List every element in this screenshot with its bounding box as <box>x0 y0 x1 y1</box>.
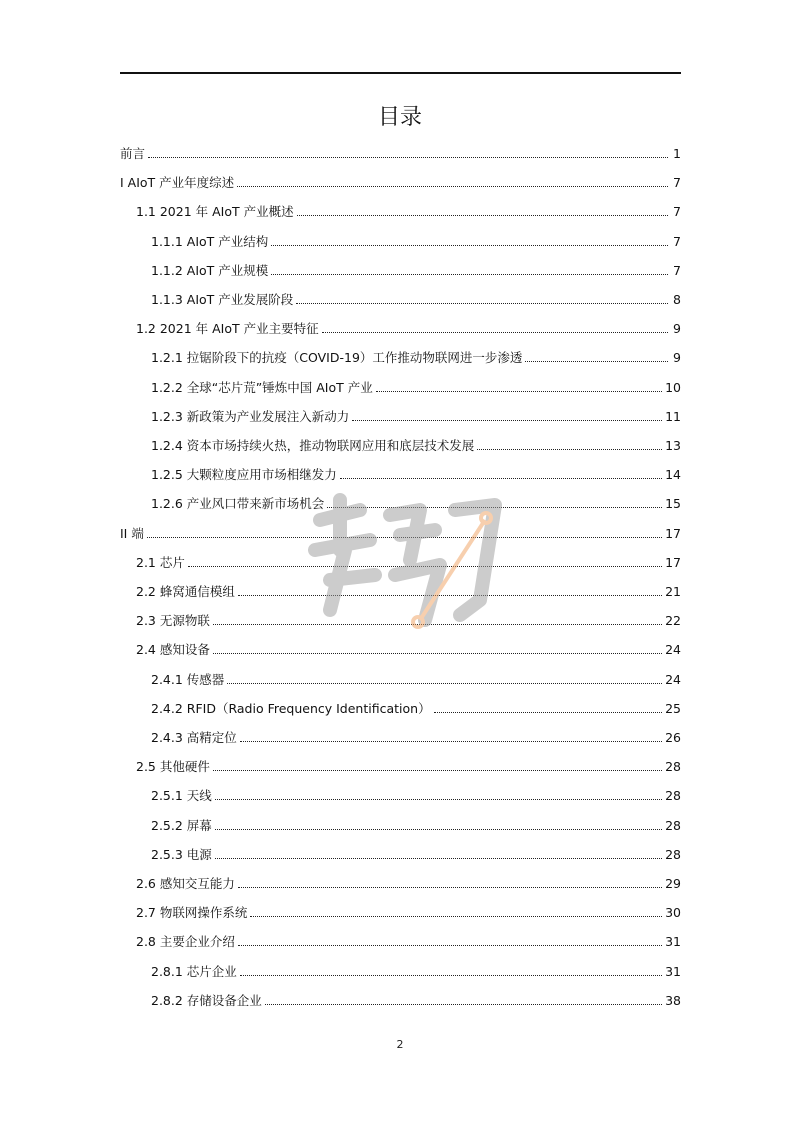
toc-leader-dots <box>376 390 662 392</box>
toc-entry[interactable] <box>136 870 681 892</box>
toc-entry[interactable] <box>151 782 681 804</box>
toc-leader-dots <box>477 448 662 450</box>
toc-entry[interactable] <box>136 198 681 220</box>
toc-leader-dots <box>215 857 662 859</box>
toc-entry[interactable] <box>151 228 681 250</box>
toc-leader-dots <box>271 273 668 275</box>
watermark-logo <box>300 490 510 640</box>
toc-leader-dots <box>340 477 662 479</box>
toc-entry[interactable] <box>151 344 681 366</box>
toc-entry-label: 2.8 主要企业介绍 <box>136 934 235 950</box>
toc-entry-label: 2.4.3 高精定位 <box>151 730 237 745</box>
toc-entry-page: 25 <box>665 700 681 716</box>
toc-entry-page: 10 <box>665 379 681 395</box>
toc-entry-page: 28 <box>665 846 681 862</box>
toc-entry-label: 2.7 物联网操作系统 <box>136 905 248 921</box>
toc-entry[interactable] <box>151 695 681 717</box>
toc-leader-dots <box>240 974 662 976</box>
top-rule <box>120 72 681 74</box>
toc-leader-dots <box>434 711 663 713</box>
toc-entry-label: 2.5.3 电源 <box>151 846 212 862</box>
page-number: 2 <box>396 1038 404 1051</box>
toc-entry[interactable] <box>151 724 681 746</box>
toc-entry-label: 2.8.2 存储设备企业 <box>151 992 262 1008</box>
toc-leader-dots <box>213 769 662 771</box>
toc-leader-dots <box>238 886 662 888</box>
toc-entry-label: 2.5.2 屏幕 <box>151 817 212 833</box>
toc-entry-page: 17 <box>665 525 681 541</box>
toc-entry-label: 2.4.2 RFID（Radio Frequency Identification） <box>151 700 431 716</box>
toc-entry[interactable] <box>151 403 681 425</box>
toc-entry-page: 26 <box>665 730 681 745</box>
toc-leader-dots <box>250 915 662 917</box>
toc-entry-page: 17 <box>665 554 681 570</box>
toc-entry-label: II 端 <box>120 525 144 541</box>
toc-entry-page: 7 <box>673 175 681 191</box>
toc-entry-page: 8 <box>673 292 681 307</box>
toc-entry-page: 9 <box>673 321 681 337</box>
toc-entry-label: 1.2.6 产业风口带来新市场机会 <box>151 496 325 512</box>
toc-leader-dots <box>240 740 662 742</box>
toc-entry-label: 1.2.3 新政策为产业发展注入新动力 <box>151 408 350 424</box>
toc-entry-page: 1 <box>673 146 681 161</box>
toc-entry-label: 1.2 2021 年 AIoT 产业主要特征 <box>136 321 319 337</box>
toc-entry-page: 28 <box>665 759 681 775</box>
toc-entry-label: I AIoT 产业年度综述 <box>120 175 235 191</box>
toc-entry-page: 31 <box>665 963 681 979</box>
toc-entry[interactable] <box>120 169 681 191</box>
page-title: 目录 <box>377 105 422 130</box>
toc-entry[interactable] <box>136 315 681 337</box>
toc-entry-label: 1.2.4 资本市场持续火热，推动物联网应用和底层技术发展 <box>151 438 475 453</box>
toc-entry-page: 24 <box>665 671 681 687</box>
toc-entry[interactable] <box>151 666 681 688</box>
toc-entry-label: 2.4.1 传感器 <box>151 671 225 687</box>
toc-entry-page: 9 <box>673 350 681 366</box>
toc-entry-page: 14 <box>665 467 681 483</box>
toc-entry[interactable] <box>136 753 681 775</box>
toc-entry-label: 前言 <box>120 146 146 161</box>
toc-leader-dots <box>296 302 668 304</box>
toc-entry[interactable] <box>136 928 681 950</box>
toc-entry[interactable] <box>151 841 681 863</box>
toc-entry-label: 2.1 芯片 <box>136 554 185 570</box>
toc-entry-label: 1.2.5 大颗粒度应用市场相继发力 <box>151 467 337 483</box>
toc-leader-dots <box>215 798 662 800</box>
toc-entry-label: 2.8.1 芯片企业 <box>151 963 237 979</box>
toc-entry-label: 1.2.2 全球“芯片荒”锤炼中国 AIoT 产业 <box>151 379 373 395</box>
toc-leader-dots <box>297 214 668 216</box>
toc-entry-page: 13 <box>665 438 681 453</box>
toc-entry-label: 1.1.3 AIoT 产业发展阶段 <box>151 292 294 307</box>
toc-leader-dots <box>271 244 668 246</box>
toc-entry-page: 22 <box>665 613 681 629</box>
toc-entry[interactable] <box>151 374 681 396</box>
toc-leader-dots <box>322 331 668 333</box>
toc-entry[interactable] <box>136 899 681 921</box>
toc-leader-dots <box>213 652 662 654</box>
toc-leader-dots <box>352 419 662 421</box>
toc-entry-page: 30 <box>665 905 681 921</box>
toc-leader-dots <box>237 185 668 187</box>
toc-entry-page: 28 <box>665 788 681 804</box>
toc-entry[interactable] <box>151 812 681 834</box>
toc-entry-page: 7 <box>673 262 681 278</box>
toc-entry-label: 2.5 其他硬件 <box>136 759 210 775</box>
toc-entry[interactable] <box>151 461 681 483</box>
toc-entry-page: 24 <box>665 642 681 658</box>
toc-entry-page: 7 <box>673 204 681 220</box>
toc-entry-page: 7 <box>673 233 681 249</box>
toc-entry-page: 28 <box>665 817 681 833</box>
toc-entry[interactable] <box>151 987 681 1009</box>
toc-entry-page: 15 <box>665 496 681 512</box>
toc-entry[interactable] <box>120 140 681 162</box>
toc-entry-label: 2.3 无源物联 <box>136 613 210 629</box>
toc-leader-dots <box>148 156 668 158</box>
toc-leader-dots <box>525 360 668 362</box>
toc-entry-page: 21 <box>665 584 681 599</box>
toc-entry[interactable] <box>151 286 681 308</box>
toc-entry-label: 1.2.1 拉锯阶段下的抗疫（COVID-19）工作推动物联网进一步渗透 <box>151 350 523 366</box>
toc-entry[interactable] <box>151 432 681 454</box>
toc-entry-label: 2.5.1 天线 <box>151 788 212 804</box>
toc-entry[interactable] <box>151 257 681 279</box>
toc-entry-page: 38 <box>665 992 681 1008</box>
toc-leader-dots <box>215 828 662 830</box>
toc-leader-dots <box>227 682 662 684</box>
toc-entry-label: 1.1.2 AIoT 产业规模 <box>151 262 269 278</box>
toc-entry-label: 1.1 2021 年 AIoT 产业概述 <box>136 204 294 220</box>
toc-entry-page: 29 <box>665 876 681 891</box>
toc-entry-label: 2.2 蜂窝通信模组 <box>136 584 235 599</box>
toc-entry-page: 11 <box>665 408 681 424</box>
toc-entry[interactable] <box>151 958 681 980</box>
toc-leader-dots <box>265 1003 662 1005</box>
toc-entry-label: 1.1.1 AIoT 产业结构 <box>151 233 269 249</box>
toc-entry-page: 31 <box>665 934 681 950</box>
toc-entry-label: 2.6 感知交互能力 <box>136 876 235 891</box>
toc-leader-dots <box>238 944 662 946</box>
toc-entry-label: 2.4 感知设备 <box>136 642 210 658</box>
